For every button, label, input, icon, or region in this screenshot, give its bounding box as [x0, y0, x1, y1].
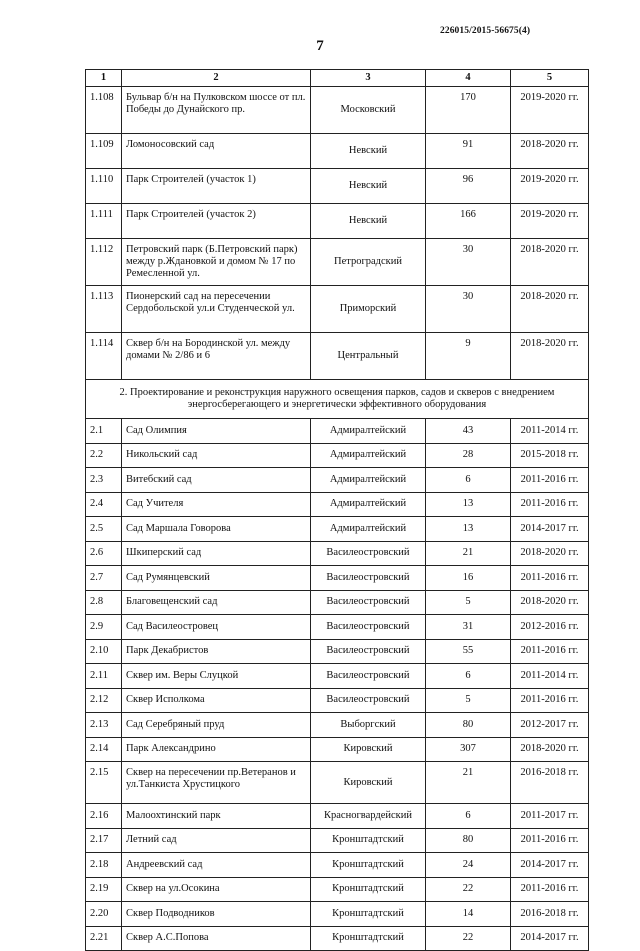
row-name: Сквер Исполкома	[122, 688, 311, 713]
row-name: Парк Строителей (участок 2)	[122, 204, 311, 239]
row-value: 96	[426, 169, 511, 204]
row-value: 13	[426, 492, 511, 517]
row-district: Петроградский	[311, 239, 426, 286]
row-number: 1.109	[86, 134, 122, 169]
row-name: Летний сад	[122, 828, 311, 853]
row-period: 2018-2020 гг.	[511, 541, 589, 566]
table-row	[86, 443, 589, 468]
table-row	[86, 926, 589, 951]
section-title-row	[86, 380, 589, 419]
row-period: 2019-2020 гг.	[511, 204, 589, 239]
row-value: 55	[426, 639, 511, 664]
row-number: 1.114	[86, 333, 122, 380]
row-name: Сквер А.С.Попова	[122, 926, 311, 951]
row-number: 2.19	[86, 877, 122, 902]
row-period: 2018-2020 гг.	[511, 286, 589, 333]
row-number: 2.8	[86, 590, 122, 615]
row-name: Сквер Подводников	[122, 902, 311, 927]
column-header: 2	[122, 70, 311, 87]
row-period: 2011-2014 гг.	[511, 664, 589, 689]
row-number: 2.11	[86, 664, 122, 689]
row-name: Бульвар б/н на Пулковском шоссе от пл. Победы до Дунайского пр.	[122, 87, 311, 134]
row-district: Кировский	[311, 762, 426, 804]
row-value: 30	[426, 286, 511, 333]
row-period: 2011-2016 гг.	[511, 468, 589, 493]
row-district: Кировский	[311, 737, 426, 762]
row-district: Адмиралтейский	[311, 419, 426, 444]
row-period: 2018-2020 гг.	[511, 590, 589, 615]
row-number: 2.18	[86, 853, 122, 878]
table-row	[86, 828, 589, 853]
row-period: 2011-2016 гг.	[511, 877, 589, 902]
row-name: Парк Строителей (участок 1)	[122, 169, 311, 204]
table-header-row	[86, 70, 589, 87]
row-value: 30	[426, 239, 511, 286]
row-number: 2.2	[86, 443, 122, 468]
row-name: Парк Александрино	[122, 737, 311, 762]
row-value: 28	[426, 443, 511, 468]
row-district: Адмиралтейский	[311, 468, 426, 493]
row-value: 43	[426, 419, 511, 444]
row-district: Адмиралтейский	[311, 443, 426, 468]
row-name: Сад Олимпия	[122, 419, 311, 444]
row-value: 6	[426, 804, 511, 829]
table-row	[86, 204, 589, 239]
row-district: Василеостровский	[311, 639, 426, 664]
row-name: Сад Учителя	[122, 492, 311, 517]
table-row	[86, 713, 589, 738]
row-district: Красногвардейский	[311, 804, 426, 829]
row-number: 2.15	[86, 762, 122, 804]
column-header: 1	[86, 70, 122, 87]
row-district: Василеостровский	[311, 590, 426, 615]
row-district: Кронштадтский	[311, 902, 426, 927]
document-number: 226015/2015-56675(4)	[440, 26, 531, 36]
row-value: 5	[426, 590, 511, 615]
table-row	[86, 902, 589, 927]
row-number: 1.110	[86, 169, 122, 204]
table-row	[86, 239, 589, 286]
row-name: Благовещенский сад	[122, 590, 311, 615]
row-period: 2014-2017 гг.	[511, 517, 589, 542]
row-name: Никольский сад	[122, 443, 311, 468]
table-row	[86, 664, 589, 689]
row-district: Приморский	[311, 286, 426, 333]
row-number: 1.108	[86, 87, 122, 134]
table-row	[86, 134, 589, 169]
row-district: Василеостровский	[311, 688, 426, 713]
row-number: 1.112	[86, 239, 122, 286]
table-row	[86, 877, 589, 902]
table-row	[86, 853, 589, 878]
row-district: Кронштадтский	[311, 926, 426, 951]
row-period: 2016-2018 гг.	[511, 762, 589, 804]
row-district: Василеостровский	[311, 664, 426, 689]
row-district: Адмиралтейский	[311, 492, 426, 517]
table-row	[86, 517, 589, 542]
row-period: 2015-2018 гг.	[511, 443, 589, 468]
row-value: 5	[426, 688, 511, 713]
row-period: 2012-2016 гг.	[511, 615, 589, 640]
row-value: 9	[426, 333, 511, 380]
row-district: Невский	[311, 204, 426, 239]
table-row	[86, 468, 589, 493]
row-number: 2.20	[86, 902, 122, 927]
row-district: Адмиралтейский	[311, 517, 426, 542]
row-period: 2018-2020 гг.	[511, 239, 589, 286]
row-name: Сквер на ул.Осокина	[122, 877, 311, 902]
page-number: 7	[316, 38, 324, 54]
row-number: 2.5	[86, 517, 122, 542]
row-number: 1.113	[86, 286, 122, 333]
row-number: 2.9	[86, 615, 122, 640]
row-value: 22	[426, 926, 511, 951]
row-number: 2.12	[86, 688, 122, 713]
row-name: Сад Василеостровец	[122, 615, 311, 640]
row-period: 2011-2016 гг.	[511, 639, 589, 664]
table-row	[86, 492, 589, 517]
row-name: Пионерский сад на пересечении Сердобольской ул.и Студенческой ул.	[122, 286, 311, 333]
row-period: 2011-2017 гг.	[511, 804, 589, 829]
row-district: Невский	[311, 169, 426, 204]
row-period: 2018-2020 гг.	[511, 737, 589, 762]
row-period: 2011-2016 гг.	[511, 492, 589, 517]
row-number: 2.16	[86, 804, 122, 829]
row-period: 2011-2016 гг.	[511, 688, 589, 713]
table-row	[86, 639, 589, 664]
row-number: 2.21	[86, 926, 122, 951]
row-value: 170	[426, 87, 511, 134]
row-district: Выборгский	[311, 713, 426, 738]
table-row	[86, 804, 589, 829]
table-row	[86, 286, 589, 333]
row-district: Василеостровский	[311, 566, 426, 591]
row-value: 80	[426, 828, 511, 853]
column-header: 4	[426, 70, 511, 87]
table-row	[86, 333, 589, 380]
row-value: 14	[426, 902, 511, 927]
row-name: Сквер б/н на Бородинской ул. между домами № 2/86 и 6	[122, 333, 311, 380]
row-number: 2.3	[86, 468, 122, 493]
row-number: 2.7	[86, 566, 122, 591]
row-number: 2.10	[86, 639, 122, 664]
row-period: 2011-2016 гг.	[511, 566, 589, 591]
table-row	[86, 419, 589, 444]
row-value: 13	[426, 517, 511, 542]
row-value: 307	[426, 737, 511, 762]
row-period: 2011-2014 гг.	[511, 419, 589, 444]
row-period: 2019-2020 гг.	[511, 169, 589, 204]
row-value: 16	[426, 566, 511, 591]
row-period: 2012-2017 гг.	[511, 713, 589, 738]
row-district: Невский	[311, 134, 426, 169]
row-district: Василеостровский	[311, 541, 426, 566]
row-number: 2.13	[86, 713, 122, 738]
row-value: 22	[426, 877, 511, 902]
row-name: Витебский сад	[122, 468, 311, 493]
row-number: 1.111	[86, 204, 122, 239]
row-name: Сад Маршала Говорова	[122, 517, 311, 542]
row-district: Центральный	[311, 333, 426, 380]
row-value: 6	[426, 468, 511, 493]
row-number: 2.6	[86, 541, 122, 566]
table-row	[86, 87, 589, 134]
column-header: 3	[311, 70, 426, 87]
table-row	[86, 762, 589, 804]
table-row	[86, 169, 589, 204]
row-value: 166	[426, 204, 511, 239]
table-row	[86, 566, 589, 591]
row-value: 21	[426, 541, 511, 566]
row-value: 24	[426, 853, 511, 878]
row-name: Сквер на пересечении пр.Ветеранов и ул.Танкиста Хрустицкого	[122, 762, 311, 804]
row-value: 91	[426, 134, 511, 169]
row-value: 80	[426, 713, 511, 738]
row-name: Шкиперский сад	[122, 541, 311, 566]
row-number: 2.1	[86, 419, 122, 444]
row-period: 2018-2020 гг.	[511, 333, 589, 380]
row-district: Василеостровский	[311, 615, 426, 640]
row-district: Московский	[311, 87, 426, 134]
row-period: 2011-2016 гг.	[511, 828, 589, 853]
row-period: 2018-2020 гг.	[511, 134, 589, 169]
row-name: Петровский парк (Б.Петровский парк) между р.Ждановкой и домом № 17 по Ремесленной ул.	[122, 239, 311, 286]
row-value: 31	[426, 615, 511, 640]
table-row	[86, 541, 589, 566]
row-name: Ломоносовский сад	[122, 134, 311, 169]
row-name: Сад Румянцевский	[122, 566, 311, 591]
column-header: 5	[511, 70, 589, 87]
row-name: Малоохтинский парк	[122, 804, 311, 829]
row-name: Сад Серебряный пруд	[122, 713, 311, 738]
row-name: Андреевский сад	[122, 853, 311, 878]
row-number: 2.17	[86, 828, 122, 853]
row-name: Сквер им. Веры Слуцкой	[122, 664, 311, 689]
row-period: 2014-2017 гг.	[511, 853, 589, 878]
row-district: Кронштадтский	[311, 853, 426, 878]
row-period: 2016-2018 гг.	[511, 902, 589, 927]
row-period: 2019-2020 гг.	[511, 87, 589, 134]
table-row	[86, 737, 589, 762]
table-row	[86, 688, 589, 713]
row-district: Кронштадтский	[311, 828, 426, 853]
section-title: 2. Проектирование и реконструкция наружного освещения парков, садов и скверов с внедрением энергосберегающего и энергетически эффективного оборудования	[86, 380, 589, 419]
table-row	[86, 590, 589, 615]
table-row	[86, 615, 589, 640]
row-period: 2014-2017 гг.	[511, 926, 589, 951]
row-value: 21	[426, 762, 511, 804]
row-value: 6	[426, 664, 511, 689]
parks-table	[85, 69, 589, 951]
row-name: Парк Декабристов	[122, 639, 311, 664]
row-number: 2.4	[86, 492, 122, 517]
row-district: Кронштадтский	[311, 877, 426, 902]
row-number: 2.14	[86, 737, 122, 762]
